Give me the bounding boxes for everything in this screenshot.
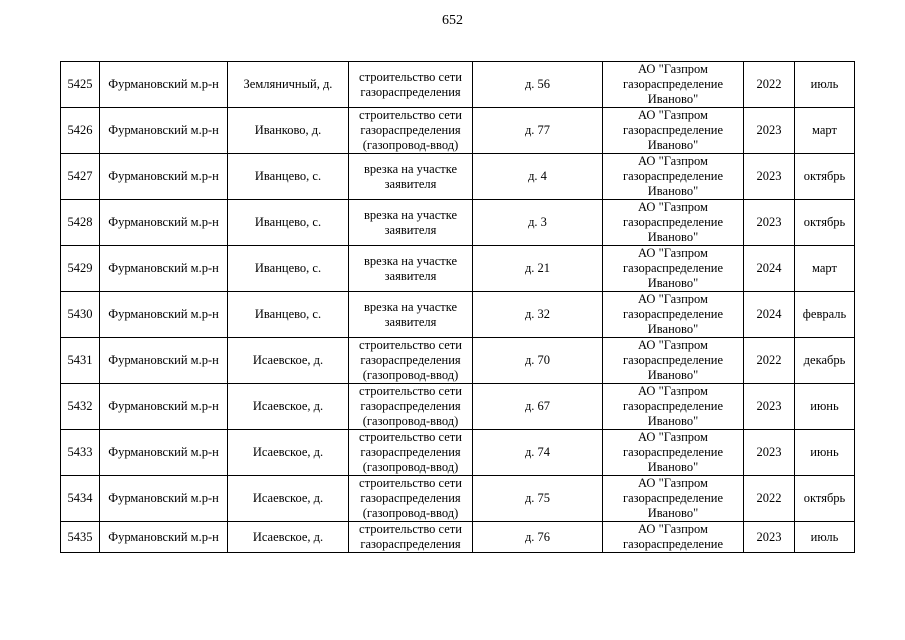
house-cell: д. 76 xyxy=(473,522,603,553)
house-cell: д. 4 xyxy=(473,154,603,200)
work-type-cell-line: врезка на участке xyxy=(363,161,458,176)
row-number-cell: 5425 xyxy=(61,62,100,108)
row-number-cell: 5427 xyxy=(61,154,100,200)
work-type-cell-line: строительство сети xyxy=(359,108,462,122)
work-type-cell-line: строительство сети xyxy=(359,384,462,398)
table-row xyxy=(61,62,855,108)
organization-cell xyxy=(603,200,744,246)
locality-cell: Иванцево, с. xyxy=(228,292,349,338)
row-number-cell: 5432 xyxy=(61,384,100,430)
row-number-cell: 5433 xyxy=(61,430,100,476)
month-cell: март xyxy=(795,108,855,154)
locality-cell: Иванцево, с. xyxy=(228,154,349,200)
work-type-cell-line: врезка на участке xyxy=(363,207,458,222)
month-cell: октябрь xyxy=(795,154,855,200)
locality-cell: Исаевское, д. xyxy=(228,384,349,430)
organization-cell-line: АО "Газпром xyxy=(638,200,708,214)
organization-cell-line: Иваново" xyxy=(647,138,699,152)
organization-cell xyxy=(603,62,744,108)
work-type-cell-line: газораспределения xyxy=(360,445,461,459)
table-row xyxy=(61,200,855,246)
organization-cell-line: АО "Газпром xyxy=(638,384,708,398)
house-cell: д. 70 xyxy=(473,338,603,384)
work-type-cell xyxy=(349,62,473,108)
gasification-table xyxy=(60,61,855,553)
organization-cell-line: Иваново" xyxy=(647,460,699,474)
work-type-cell-line: строительство сети xyxy=(359,69,462,84)
organization-cell-line: газораспределение xyxy=(622,307,724,321)
work-type-cell-line: (газопровод-ввод) xyxy=(362,414,459,428)
work-type-cell-line: заявителя xyxy=(384,268,437,283)
work-type-cell xyxy=(349,292,473,338)
organization-cell-line: АО "Газпром xyxy=(638,338,708,352)
district-cell: Фурмановский м.р-н xyxy=(100,62,228,108)
work-type-cell xyxy=(349,522,473,553)
work-type-cell-line: строительство сети xyxy=(359,476,462,490)
month-cell: март xyxy=(795,246,855,292)
organization-cell-line: газораспределение xyxy=(622,169,724,183)
row-number-cell: 5435 xyxy=(61,522,100,553)
organization-cell-line: газораспределение xyxy=(622,215,724,229)
year-cell: 2023 xyxy=(744,200,795,246)
organization-cell xyxy=(603,108,744,154)
work-type-cell-line: заявителя xyxy=(384,314,437,329)
organization-cell-line: АО "Газпром xyxy=(638,62,708,76)
organization-cell-line: газораспределение xyxy=(622,491,724,505)
work-type-cell xyxy=(349,384,473,430)
organization-cell-line: газораспределение xyxy=(622,445,724,459)
month-cell: октябрь xyxy=(795,476,855,522)
organization-cell-line: Иваново" xyxy=(647,230,699,244)
organization-cell-line: газораспределение xyxy=(622,399,724,413)
year-cell: 2022 xyxy=(744,476,795,522)
house-cell: д. 75 xyxy=(473,476,603,522)
row-number-cell: 5430 xyxy=(61,292,100,338)
organization-cell-line: газораспределение xyxy=(622,123,724,137)
organization-cell-line: Иваново" xyxy=(647,92,699,106)
month-cell: июнь xyxy=(795,384,855,430)
work-type-cell-line: строительство сети xyxy=(359,430,462,444)
organization-cell-line: Иваново" xyxy=(647,322,699,336)
year-cell: 2022 xyxy=(744,338,795,384)
table-row xyxy=(61,246,855,292)
work-type-cell-line: строительство сети xyxy=(359,522,462,536)
month-cell: октябрь xyxy=(795,200,855,246)
locality-cell: Иванцево, с. xyxy=(228,246,349,292)
organization-cell-line: Иваново" xyxy=(647,414,699,428)
locality-cell: Исаевское, д. xyxy=(228,338,349,384)
work-type-cell-line: (газопровод-ввод) xyxy=(362,506,459,520)
work-type-cell-line: (газопровод-ввод) xyxy=(362,368,459,382)
locality-cell: Иванцево, с. xyxy=(228,200,349,246)
row-number-cell: 5429 xyxy=(61,246,100,292)
table-row xyxy=(61,338,855,384)
year-cell: 2023 xyxy=(744,430,795,476)
district-cell: Фурмановский м.р-н xyxy=(100,384,228,430)
work-type-cell-line: газораспределения xyxy=(360,84,461,99)
row-number-cell: 5431 xyxy=(61,338,100,384)
district-cell: Фурмановский м.р-н xyxy=(100,108,228,154)
table-row xyxy=(61,522,855,553)
organization-cell-line: АО "Газпром xyxy=(638,476,708,490)
locality-cell: Исаевское, д. xyxy=(228,522,349,553)
year-cell: 2024 xyxy=(744,292,795,338)
year-cell: 2022 xyxy=(744,62,795,108)
house-cell: д. 77 xyxy=(473,108,603,154)
organization-cell-line: Иваново" xyxy=(647,184,699,198)
work-type-cell-line: газораспределения xyxy=(360,491,461,505)
organization-cell xyxy=(603,476,744,522)
year-cell: 2023 xyxy=(744,522,795,553)
locality-cell: Исаевское, д. xyxy=(228,430,349,476)
organization-cell-line: газораспределение xyxy=(622,353,724,367)
work-type-cell xyxy=(349,430,473,476)
work-type-cell xyxy=(349,200,473,246)
table-row xyxy=(61,430,855,476)
organization-cell-line: Иваново" xyxy=(647,506,699,520)
month-cell: декабрь xyxy=(795,338,855,384)
house-cell: д. 56 xyxy=(473,62,603,108)
house-cell: д. 67 xyxy=(473,384,603,430)
work-type-cell-line: (газопровод-ввод) xyxy=(362,460,459,474)
locality-cell: Земляничный, д. xyxy=(228,62,349,108)
work-type-cell xyxy=(349,108,473,154)
organization-cell xyxy=(603,384,744,430)
year-cell: 2023 xyxy=(744,384,795,430)
table-row xyxy=(61,292,855,338)
work-type-cell xyxy=(349,338,473,384)
work-type-cell xyxy=(349,246,473,292)
row-number-cell: 5426 xyxy=(61,108,100,154)
organization-cell xyxy=(603,292,744,338)
organization-cell-line: газораспределение xyxy=(622,77,724,91)
district-cell: Фурмановский м.р-н xyxy=(100,430,228,476)
work-type-cell-line: врезка на участке xyxy=(363,253,458,268)
work-type-cell xyxy=(349,154,473,200)
district-cell: Фурмановский м.р-н xyxy=(100,476,228,522)
locality-cell: Иванково, д. xyxy=(228,108,349,154)
organization-cell xyxy=(603,154,744,200)
work-type-cell-line: (газопровод-ввод) xyxy=(362,138,459,152)
row-number-cell: 5434 xyxy=(61,476,100,522)
work-type-cell-line: заявителя xyxy=(384,222,437,237)
organization-cell xyxy=(603,522,744,553)
month-cell: февраль xyxy=(795,292,855,338)
work-type-cell-line: газораспределения xyxy=(360,399,461,413)
organization-cell-line: АО "Газпром xyxy=(638,292,708,306)
district-cell: Фурмановский м.р-н xyxy=(100,338,228,384)
organization-cell-line: газораспределение xyxy=(622,537,724,551)
house-cell: д. 3 xyxy=(473,200,603,246)
organization-cell-line: АО "Газпром xyxy=(638,522,708,536)
organization-cell-line: АО "Газпром xyxy=(638,430,708,444)
district-cell: Фурмановский м.р-н xyxy=(100,154,228,200)
month-cell: июль xyxy=(795,62,855,108)
table-row xyxy=(61,476,855,522)
table-row xyxy=(61,154,855,200)
organization-cell-line: Иваново" xyxy=(647,368,699,382)
organization-cell-line: АО "Газпром xyxy=(638,154,708,168)
year-cell: 2023 xyxy=(744,154,795,200)
work-type-cell-line: газораспределения xyxy=(360,353,461,367)
work-type-cell-line: газораспределения xyxy=(360,537,461,551)
year-cell: 2023 xyxy=(744,108,795,154)
locality-cell: Исаевское, д. xyxy=(228,476,349,522)
year-cell: 2024 xyxy=(744,246,795,292)
work-type-cell-line: газораспределения xyxy=(360,123,461,137)
district-cell: Фурмановский м.р-н xyxy=(100,200,228,246)
district-cell: Фурмановский м.р-н xyxy=(100,522,228,553)
district-cell: Фурмановский м.р-н xyxy=(100,246,228,292)
house-cell: д. 74 xyxy=(473,430,603,476)
month-cell: июнь xyxy=(795,430,855,476)
work-type-cell-line: заявителя xyxy=(384,176,437,191)
organization-cell-line: АО "Газпром xyxy=(638,108,708,122)
organization-cell-line: Иваново" xyxy=(647,276,699,290)
row-number-cell: 5428 xyxy=(61,200,100,246)
table-body xyxy=(61,62,855,553)
page-number: 652 xyxy=(442,13,463,28)
organization-cell-line: газораспределение xyxy=(622,261,724,275)
month-cell: июль xyxy=(795,522,855,553)
organization-cell xyxy=(603,246,744,292)
table-row xyxy=(61,384,855,430)
house-cell: д. 21 xyxy=(473,246,603,292)
work-type-cell xyxy=(349,476,473,522)
district-cell: Фурмановский м.р-н xyxy=(100,292,228,338)
organization-cell xyxy=(603,430,744,476)
house-cell: д. 32 xyxy=(473,292,603,338)
organization-cell xyxy=(603,338,744,384)
table-row xyxy=(61,108,855,154)
work-type-cell-line: врезка на участке xyxy=(363,299,458,314)
work-type-cell-line: строительство сети xyxy=(359,338,462,352)
organization-cell-line: АО "Газпром xyxy=(638,246,708,260)
